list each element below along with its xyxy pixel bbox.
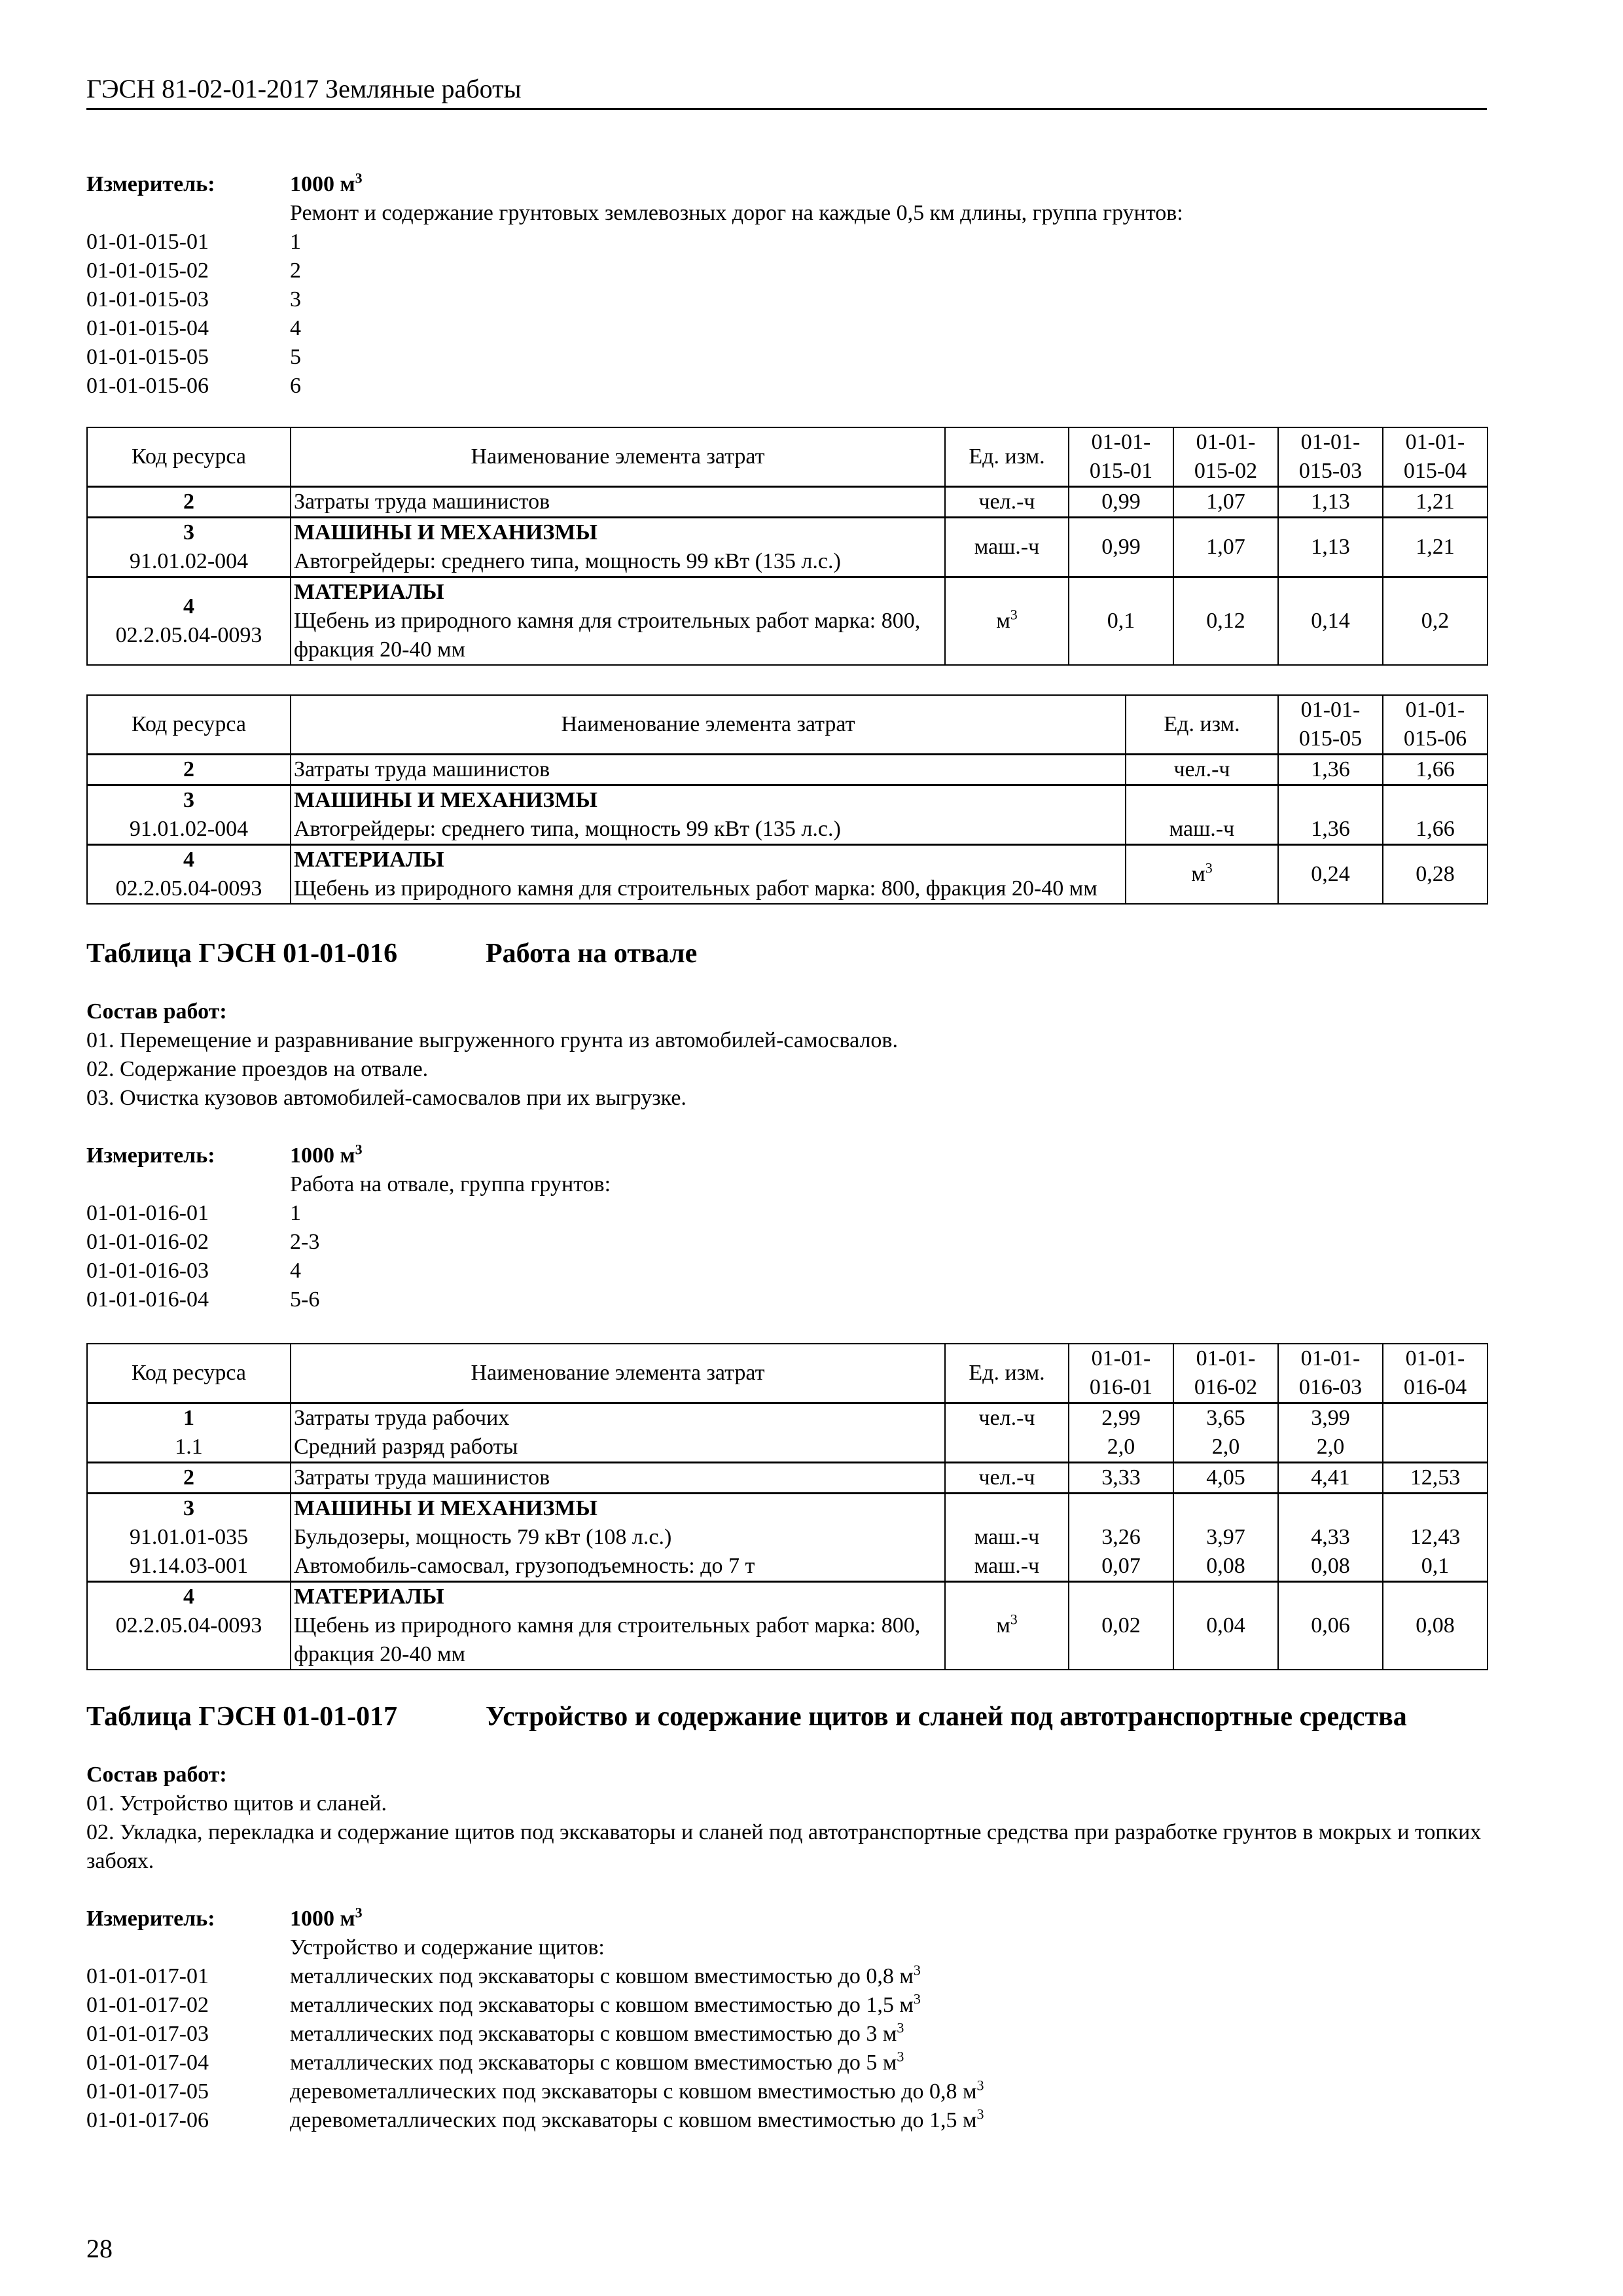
item-text: 1 [290,229,301,254]
row-value: 12,43 0,1 [1383,1493,1488,1581]
table-row [87,1462,1488,1493]
col-norm-header: 01-01- 015-02 [1173,427,1278,487]
work-item: 03. Очистка кузовов автомобилей-самосвалов при их выгрузке. [86,1085,687,1110]
row-code: 2 [87,486,291,517]
page [86,72,1487,2135]
item-code: 01-01-016-02 [86,1229,209,1254]
row-unit: $м^3$ [945,1581,1069,1670]
table-header-row [87,1344,1488,1403]
row-code: 1 1.1 [87,1403,291,1462]
row-unit: чел.-ч [945,1462,1069,1493]
row-value: 0,06 [1278,1581,1383,1670]
row-value: 1,13 [1278,517,1383,577]
row-value: 1,36 [1278,754,1383,785]
row-value: 0,02 [1069,1581,1173,1670]
item-text: деревометаллических под экскаваторы с ковшом вместимостью до 1,5 $м^3$ [290,2106,984,2132]
item-code: 01-01-017-01 [86,1964,209,1988]
row-value: 3,65 2,0 [1173,1403,1278,1462]
row-value: 1,21 [1383,517,1488,577]
row-value: 0,12 [1173,577,1278,665]
row-value: 1,13 [1278,486,1383,517]
table-row [87,517,1488,577]
table-header-row [87,427,1488,487]
measure-block-016 [86,1141,1487,1314]
table-row [87,577,1488,665]
item-code: 01-01-017-03 [86,2021,209,2046]
measure-description: Ремонт и содержание грунтовых землевозных дорог на каждые 0,5 км длины, группа грунтов: [290,200,1183,225]
row-unit: маш.-ч маш.-ч [945,1493,1069,1581]
row-value: 1,07 [1173,517,1278,577]
table-row [87,844,1488,904]
row-name: МАТЕРИАЛЫ Щебень из природного камня для строительных работ марка: 800, фракция 20-40 мм [291,844,1126,904]
col-name-header: Наименование элемента затрат [291,695,1126,755]
work-item: 02. Укладка, перекладка и содержание щитов под экскаваторы и сланей под автотранспортные средства при разработке грунтов в мокрых и топких забоях. [86,1820,1482,1873]
col-name-header: Наименование элемента затрат [291,427,945,487]
row-unit: маш.-ч [1126,785,1278,844]
row-unit: маш.-ч [945,517,1069,577]
item-code: 01-01-017-02 [86,1992,209,2017]
row-value: 0,28 [1383,844,1488,904]
row-value: 4,05 [1173,1462,1278,1493]
resource-table-016 [86,1343,1488,1670]
col-unit-header: Ед. изм. [945,427,1069,487]
item-text: металлических под экскаваторы с ковшом вместимостью до 1,5 $м^3$ [290,1990,921,2017]
row-value: 0,04 [1173,1581,1278,1670]
row-value: 12,53 [1383,1462,1488,1493]
item-code: 01-01-017-04 [86,2050,209,2075]
item-code: 01-01-015-04 [86,315,209,340]
measure-value: 1000 $м^3$ [290,170,363,196]
item-text: 4 [290,315,301,340]
measure-block-015 [86,170,1487,401]
composition-label: Состав работ: [86,1762,227,1787]
table-code-title: Таблица ГЭСН 01-01-017 [86,1701,398,1732]
item-code: 01-01-016-01 [86,1200,209,1225]
row-value: 4,33 0,08 [1278,1493,1383,1581]
measure-description: Работа на отвале, группа грунтов: [290,1172,611,1196]
col-code-header: Код ресурса [87,695,291,755]
row-code: 3 91.01.01-035 91.14.03-001 [87,1493,291,1581]
col-norm-header: 01-01- 015-06 [1383,695,1488,755]
row-value: 0,1 [1069,577,1173,665]
row-name: Затраты труда машинистов [291,1462,945,1493]
measure-value: 1000 $м^3$ [290,1141,363,1168]
item-text: металлических под экскаваторы с ковшом вместимостью до 3 $м^3$ [290,2019,904,2046]
col-norm-header: 01-01- 015-04 [1383,427,1488,487]
work-item: 02. Содержание проездов на отвале. [86,1056,429,1081]
work-item: 01. Перемещение и разравнивание выгруженного грунта из автомобилей-самосвалов. [86,1028,898,1052]
measure-label: Измеритель: [86,1906,215,1931]
row-value: 1,07 [1173,486,1278,517]
row-unit: $м^3$ [1126,844,1278,904]
row-value: 0,2 [1383,577,1488,665]
item-text: 6 [290,373,301,398]
table-code-title: Таблица ГЭСН 01-01-016 [86,938,398,969]
row-value: 1,21 [1383,486,1488,517]
row-name: Затраты труда машинистов [291,754,1126,785]
row-code: 4 02.2.05.04-0093 [87,1581,291,1670]
row-value: 0,99 [1069,517,1173,577]
row-value: 0,08 [1383,1581,1488,1670]
item-text: 3 [290,287,301,312]
row-value: 4,41 [1278,1462,1383,1493]
item-text: 5 [290,344,301,369]
row-name: Затраты труда машинистов [291,486,945,517]
col-norm-header: 01-01- 016-03 [1278,1344,1383,1403]
row-code: 2 [87,754,291,785]
work-item: 01. Устройство щитов и сланей. [86,1791,387,1816]
resource-table-015-a [86,427,1488,666]
section-title-017 [86,1699,1487,1734]
item-code: 01-01-015-03 [86,287,209,312]
row-code: 3 91.01.02-004 [87,785,291,844]
item-text: 2-3 [290,1229,320,1254]
row-unit: чел.-ч [945,486,1069,517]
item-text: деревометаллических под экскаваторы с ковшом вместимостью до 0,8 $м^3$ [290,2077,984,2104]
col-unit-header: Ед. изм. [1126,695,1278,755]
item-text: 4 [290,1258,301,1283]
resource-table-015-b [86,694,1488,905]
row-value: 0,24 [1278,844,1383,904]
row-value: 3,33 [1069,1462,1173,1493]
page-header: ГЭСН 81-02-01-2017 Земляные работы [86,72,1487,110]
col-code-header: Код ресурса [87,1344,291,1403]
item-text: 1 [290,1200,301,1225]
row-code: 3 91.01.02-004 [87,517,291,577]
col-norm-header: 01-01- 016-01 [1069,1344,1173,1403]
col-norm-header: 01-01- 015-01 [1069,427,1173,487]
item-code: 01-01-015-06 [86,373,209,398]
item-code: 01-01-016-04 [86,1287,209,1312]
row-unit: чел.-ч [945,1403,1069,1462]
composition-label: Состав работ: [86,999,227,1024]
row-value: 1,66 [1383,754,1488,785]
item-text: 5-6 [290,1287,320,1312]
item-code: 01-01-015-05 [86,344,209,369]
item-code: 01-01-016-03 [86,1258,209,1283]
row-code: 2 [87,1462,291,1493]
col-code-header: Код ресурса [87,427,291,487]
row-value [1383,1403,1488,1462]
row-name: МАТЕРИАЛЫ Щебень из природного камня для строительных работ марка: 800, фракция 20-40 мм [291,1581,945,1670]
measure-description: Устройство и содержание щитов: [290,1935,605,1960]
row-name: МАТЕРИАЛЫ Щебень из природного камня для строительных работ марка: 800, фракция 20-40 мм [291,577,945,665]
col-unit-header: Ед. изм. [945,1344,1069,1403]
table-name-title: Работа на отвале [486,938,698,969]
measure-label: Измеритель: [86,171,215,196]
row-name: МАШИНЫ И МЕХАНИЗМЫ Бульдозеры, мощность 79 кВт (108 л.с.) Автомобиль-самосвал, грузоподъемность: до 7 т [291,1493,945,1581]
table-row [87,754,1488,785]
measure-block-017 [86,1905,1487,2135]
row-value: 1,36 [1278,785,1383,844]
row-value: 3,97 0,08 [1173,1493,1278,1581]
row-name: МАШИНЫ И МЕХАНИЗМЫ Автогрейдеры: среднего типа, мощность 99 кВт (135 л.с.) [291,517,945,577]
row-value: 3,99 2,0 [1278,1403,1383,1462]
table-row [87,785,1488,844]
item-code: 01-01-015-01 [86,229,209,254]
item-code: 01-01-017-05 [86,2079,209,2104]
row-value: 0,14 [1278,577,1383,665]
measure-label: Измеритель: [86,1143,215,1168]
item-text: металлических под экскаваторы с ковшом вместимостью до 0,8 $м^3$ [290,1962,921,1988]
row-code: 4 02.2.05.04-0093 [87,844,291,904]
row-value: 2,99 2,0 [1069,1403,1173,1462]
item-text: металлических под экскаваторы с ковшом вместимостью до 5 $м^3$ [290,2048,904,2075]
row-value: 1,66 [1383,785,1488,844]
measure-value: 1000 $м^3$ [290,1904,363,1931]
table-row [87,1403,1488,1462]
row-code: 4 02.2.05.04-0093 [87,577,291,665]
col-norm-header: 01-01- 015-05 [1278,695,1383,755]
section-title-016 [86,936,1487,971]
item-text: 2 [290,258,301,283]
col-norm-header: 01-01- 016-02 [1173,1344,1278,1403]
table-name-title: Устройство и содержание щитов и сланей под автотранспортные средства [486,1701,1407,1732]
row-name: Затраты труда рабочих Средний разряд работы [291,1403,945,1462]
row-value: 3,26 0,07 [1069,1493,1173,1581]
page-number: 28 [86,2234,113,2263]
item-code: 01-01-017-06 [86,2108,209,2132]
col-norm-header: 01-01- 015-03 [1278,427,1383,487]
row-unit: чел.-ч [1126,754,1278,785]
table-row [87,486,1488,517]
table-row [87,1493,1488,1581]
col-norm-header: 01-01- 016-04 [1383,1344,1488,1403]
row-unit: $м^3$ [945,577,1069,665]
row-value: 0,99 [1069,486,1173,517]
table-row [87,1581,1488,1670]
item-code: 01-01-015-02 [86,258,209,283]
col-name-header: Наименование элемента затрат [291,1344,945,1403]
table-header-row [87,695,1488,755]
row-name: МАШИНЫ И МЕХАНИЗМЫ Автогрейдеры: среднего типа, мощность 99 кВт (135 л.с.) [291,785,1126,844]
